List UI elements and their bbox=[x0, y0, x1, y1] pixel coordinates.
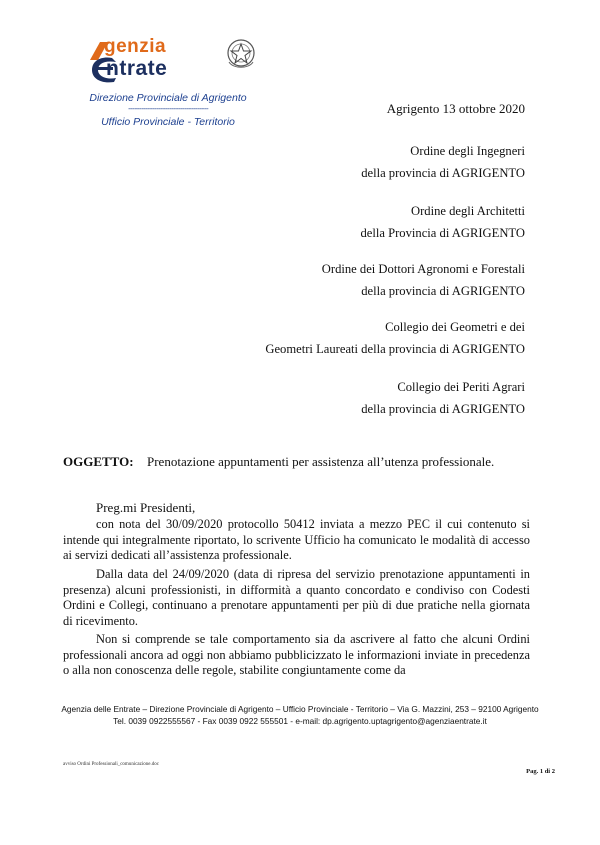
subject-label: OGGETTO: bbox=[63, 454, 134, 469]
addressee-line: Collegio dei Periti Agrari bbox=[397, 380, 525, 394]
addressee-block bbox=[322, 258, 525, 302]
addressee-block bbox=[360, 200, 525, 244]
logo-word-agenzia: genzia bbox=[104, 36, 167, 57]
body-paragraph: Non si comprende se tale comportamento sia da ascrivere al fatto che alcuni Ordini professionali ancora ad oggi non abbiamo pubblicizzato le informazioni inviate in precedenza o alla non conoscenza delle regole, stabilite congiuntamente come da bbox=[63, 632, 530, 678]
footer-contacts: Tel. 0039 0922555567 - Fax 0039 0922 555501 - e-mail: dp.agrigento.uptagrigento@agenziaentrate.it bbox=[113, 716, 487, 726]
office-separator: ------------------------------------- bbox=[127, 104, 209, 113]
body-paragraph: Dalla data del 24/09/2020 (data di ripresa del servizio prenotazione appuntamenti in presenza) alcuni professionisti, in difformità a quanto concordato e condiviso con Codesti Ordini e Collegi, continuano a prenotare appuntamenti per più di due pratiche nella giornata di ricevimento. bbox=[63, 567, 530, 628]
addressee-line: della Provincia di AGRIGENTO bbox=[360, 226, 525, 240]
page-number: Pag. 1 di 2 bbox=[526, 768, 555, 775]
body-paragraph: con nota del 30/09/2020 protocollo 50412 inviata a mezzo PEC il cui contenuto si intende qui integralmente riportato, lo scrivente Ufficio ha comunicato le modalità di accesso ai servizi dedicati all’assistenza professionale. bbox=[63, 517, 530, 563]
addressee-line: Collegio dei Geometri e dei bbox=[385, 320, 525, 334]
office-directorate: Direzione Provinciale di Agrigento bbox=[89, 92, 247, 104]
addressee-line: Ordine degli Architetti bbox=[410, 204, 525, 218]
italian-republic-emblem-icon bbox=[224, 36, 258, 72]
salutation: Preg.mi Presidenti, bbox=[96, 500, 196, 515]
subject-text: Prenotazione appuntamenti per assistenza all’utenza professionale. bbox=[147, 454, 495, 469]
subject-line bbox=[63, 454, 494, 470]
date-line: Agrigento 13 ottobre 2020 bbox=[386, 101, 525, 116]
agenzia-entrate-logo bbox=[86, 34, 256, 84]
addressee-line: della provincia di AGRIGENTO bbox=[361, 284, 525, 298]
addressee-block bbox=[361, 140, 525, 184]
addressee-line: della provincia di AGRIGENTO bbox=[361, 402, 525, 416]
footer-address: Agenzia delle Entrate – Direzione Provinciale di Agrigento – Ufficio Provinciale - Territorio – Via G. Mazzini, 253 – 92100 Agrigento bbox=[61, 704, 539, 714]
office-unit: Ufficio Provinciale - Territorio bbox=[101, 116, 235, 128]
addressee-line: Ordine degli Ingegneri bbox=[410, 144, 525, 158]
addressee-block bbox=[265, 316, 525, 360]
addressee-block bbox=[361, 376, 525, 420]
addressee-line: della provincia di AGRIGENTO bbox=[361, 166, 525, 180]
addressee-line: Ordine dei Dottori Agronomi e Forestali bbox=[321, 262, 525, 276]
logo-wordmark bbox=[86, 34, 222, 82]
addressee-line: Geometri Laureati della provincia di AGRIGENTO bbox=[265, 342, 525, 356]
page-footer bbox=[40, 703, 560, 727]
logo-word-entrate: ntrate bbox=[106, 57, 168, 80]
file-name: avviso Ordini Professionali_comunicazione.doc bbox=[63, 762, 159, 767]
